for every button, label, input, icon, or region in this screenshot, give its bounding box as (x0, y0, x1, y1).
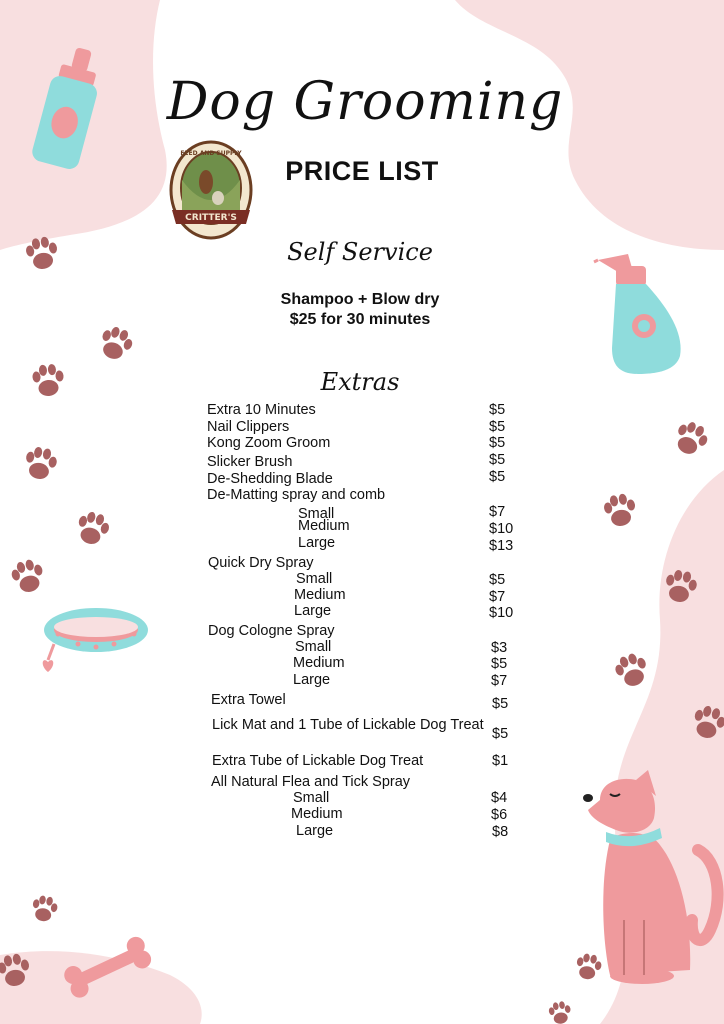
list-item: Small (293, 790, 330, 806)
list-item: Small (296, 571, 333, 587)
item-price: $5 (491, 656, 508, 672)
list-item: Large (296, 823, 334, 839)
self-service-line-1: Shampoo + Blow dry (280, 291, 440, 308)
item-price: $3 (491, 640, 508, 656)
list-item: Extra Towel (211, 692, 286, 708)
item-price: $4 (491, 790, 508, 806)
list-item: Extra 10 Minutes (207, 402, 316, 418)
item-price: $7 (489, 504, 506, 520)
list-item: Small (295, 639, 332, 655)
list-item: Kong Zoom Groom (207, 435, 331, 451)
item-price: $8 (492, 824, 509, 840)
list-item: Medium (291, 806, 343, 822)
item-price: $5 (489, 419, 506, 435)
list-item: Lick Mat and 1 Tube of Lickable Dog Treat (212, 717, 484, 733)
list-item: De-Matting spray and comb (207, 487, 386, 503)
self-service-heading: Self Service (287, 238, 433, 266)
extras-heading: Extras (320, 368, 400, 396)
list-item: Medium (293, 655, 345, 671)
list-item: Large (298, 535, 336, 551)
list-item: Large (294, 603, 332, 619)
item-price: $1 (492, 753, 509, 769)
item-price: $6 (491, 807, 508, 823)
logo-name: CRITTER'S (185, 213, 237, 223)
list-item: Small (298, 506, 335, 522)
logo-top-text: FEED AND SUPPLY (180, 150, 242, 157)
list-item: Medium (294, 587, 346, 603)
list-item: Dog Cologne Spray (208, 623, 335, 639)
page-title: Dog Grooming (166, 72, 564, 132)
list-item: Slicker Brush (207, 454, 293, 470)
item-price: $13 (489, 538, 514, 554)
item-price: $10 (489, 605, 514, 621)
self-service-line-2: $25 for 30 minutes (289, 311, 431, 328)
page-subtitle: PRICE LIST (285, 156, 439, 186)
list-item: All Natural Flea and Tick Spray (211, 774, 411, 790)
list-item: Quick Dry Spray (208, 555, 314, 571)
item-price: $7 (491, 673, 508, 689)
item-price: $5 (489, 572, 506, 588)
item-price: $5 (489, 402, 506, 418)
list-item: Medium (298, 518, 350, 534)
item-price: $5 (489, 435, 506, 451)
item-price: $5 (492, 726, 509, 742)
critters-logo (168, 140, 254, 242)
item-price: $10 (489, 521, 514, 537)
item-price: $5 (489, 469, 506, 485)
list-item: Extra Tube of Lickable Dog Treat (212, 753, 424, 769)
item-price: $5 (489, 452, 506, 468)
item-price: $7 (489, 589, 506, 605)
list-item: Large (293, 672, 331, 688)
list-item: De-Shedding Blade (207, 471, 333, 487)
self-service-details (220, 290, 500, 330)
item-price: $5 (492, 696, 509, 712)
list-item: Nail Clippers (207, 419, 290, 435)
